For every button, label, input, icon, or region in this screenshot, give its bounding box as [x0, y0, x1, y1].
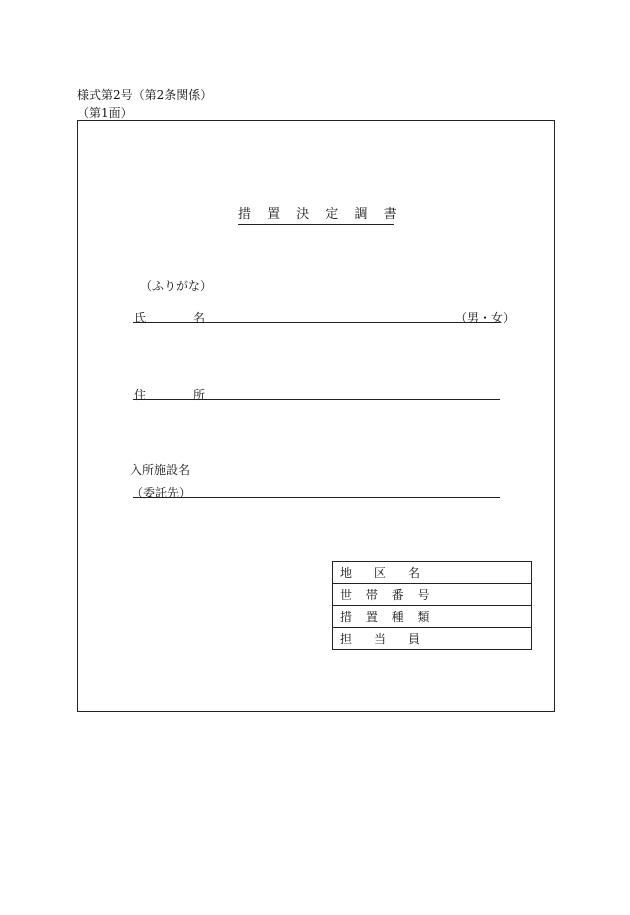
- address-field-line[interactable]: [133, 399, 500, 400]
- table-row: [333, 606, 532, 628]
- name-label-second: 名: [193, 311, 206, 325]
- facility-label: 入所施設名: [130, 463, 191, 477]
- facility-field-line[interactable]: [133, 497, 500, 498]
- address-label-second: 所: [193, 388, 206, 402]
- household-number-cell[interactable]: 世 帯 番 号: [333, 584, 532, 606]
- address-label-first: 住: [134, 388, 147, 402]
- staff-cell[interactable]: 担 当 員: [333, 628, 532, 650]
- measure-type-cell[interactable]: 措 置 種 類: [333, 606, 532, 628]
- page-label: （第1面）: [77, 106, 133, 120]
- table-row: [333, 628, 532, 650]
- district-name-cell[interactable]: 地 区 名: [333, 562, 532, 584]
- name-field-line[interactable]: [133, 322, 500, 323]
- document-title: 措 置 決 定 調 書: [238, 203, 394, 225]
- form-number: 様式第2号（第2条関係）: [77, 88, 213, 102]
- info-table: [332, 561, 532, 650]
- name-label-first: 氏: [134, 311, 147, 325]
- gender-label: （男・女）: [455, 311, 516, 325]
- table-row: [333, 562, 532, 584]
- table-row: [333, 584, 532, 606]
- consignee-label: （委託先）: [131, 486, 192, 500]
- furigana-label: （ふりがな）: [140, 279, 213, 293]
